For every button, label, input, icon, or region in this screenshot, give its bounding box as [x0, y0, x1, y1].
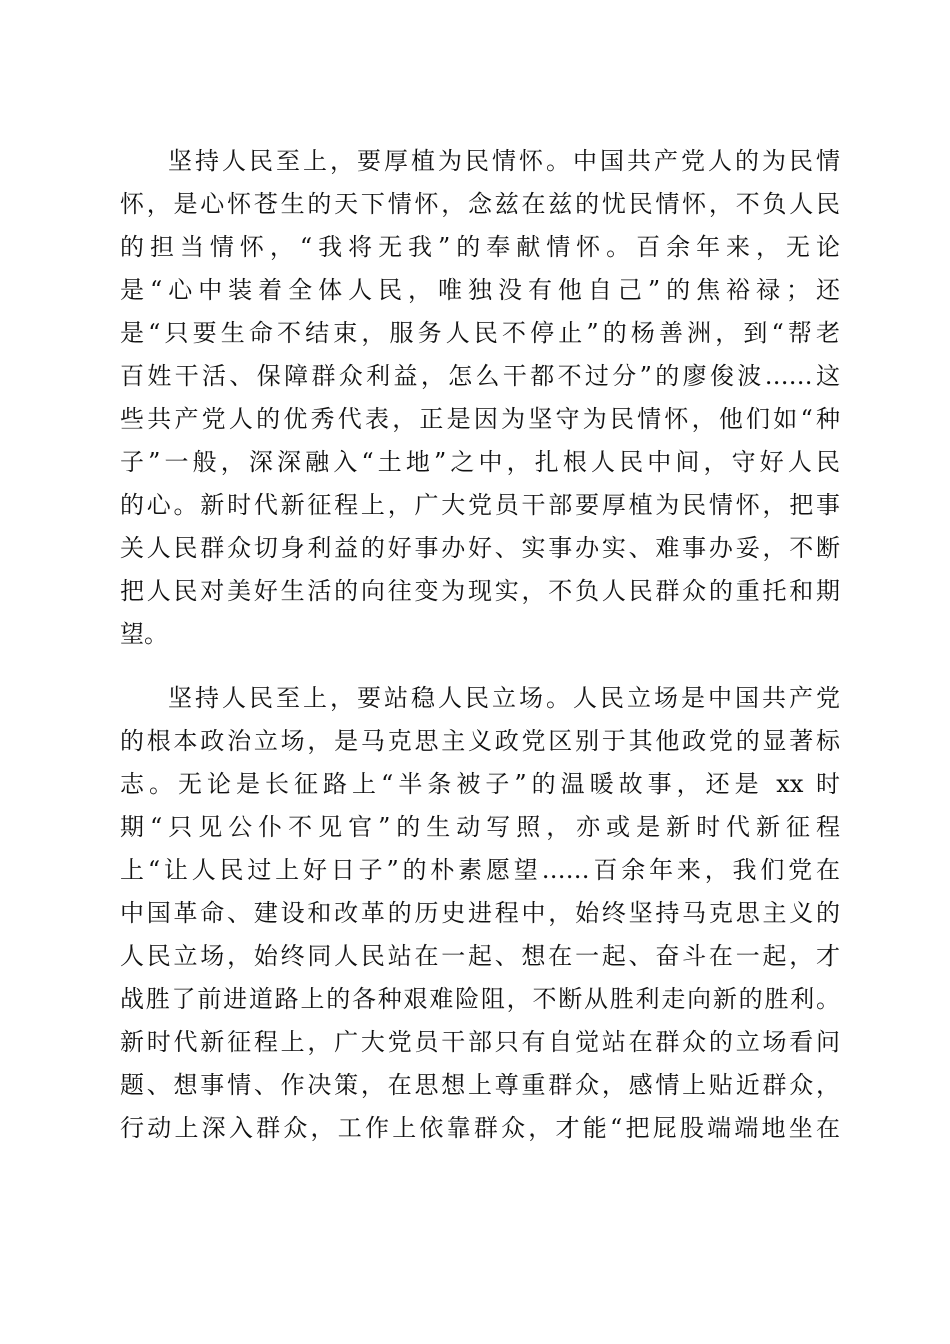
- text-line: 行动上深入群众，工作上依靠群众，才能“把屁股端端地坐在: [120, 1114, 840, 1142]
- text-line: 中国革命、建设和改革的历史进程中，始终坚持马克思主义的: [120, 899, 840, 927]
- text-line: 期“只见公仆不见官”的生动写照，亦或是新时代新征程: [120, 813, 840, 841]
- text-line: 把人民对美好生活的向往变为现实，不负人民群众的重托和期: [120, 577, 840, 605]
- text-line: 坚持人民至上，要厚植为民情怀。中国共产党人的为民情: [168, 147, 840, 175]
- text-line: 子”一般，深深融入“土地”之中，扎根人民中间，守好人民: [120, 448, 840, 476]
- text-line: 上“让人民过上好日子”的朴素愿望……百余年来，我们党在: [120, 856, 840, 884]
- text-line: 是“心中装着全体人民，唯独没有他自己”的焦裕禄；还: [120, 276, 840, 304]
- text-line: 关人民群众切身利益的好事办好、实事办实、难事办妥，不断: [120, 534, 840, 562]
- text-line: 的根本政治立场，是马克思主义政党区别于其他政党的显著标: [120, 727, 840, 755]
- text-line: 百姓干活、保障群众利益，怎么干都不过分”的廖俊波……这: [120, 362, 840, 390]
- text-line: 人民立场，始终同人民站在一起、想在一起、奋斗在一起，才: [120, 942, 840, 970]
- text-line: 新时代新征程上，广大党员干部只有自觉站在群众的立场看问: [120, 1028, 840, 1056]
- text-line: 的担当情怀，“我将无我”的奉献情怀。百余年来，无论: [120, 233, 840, 261]
- text-line: 的心。新时代新征程上，广大党员干部要厚植为民情怀，把事: [120, 491, 840, 519]
- text-line: 是“只要生命不结束，服务人民不停止”的杨善洲，到“帮老: [120, 319, 840, 347]
- text-line: 些共产党人的优秀代表，正是因为坚守为民情怀，他们如“种: [120, 405, 840, 433]
- text-line: 怀，是心怀苍生的天下情怀，念兹在兹的忧民情怀，不负人民: [120, 190, 840, 218]
- text-line: 志。无论是长征路上“半条被子”的温暖故事，还是 xx 时: [120, 770, 840, 798]
- text-line: 战胜了前进道路上的各种艰难险阻，不断从胜利走向新的胜利。: [120, 985, 840, 1013]
- text-line: 题、想事情、作决策，在思想上尊重群众，感情上贴近群众，: [120, 1071, 840, 1099]
- text-line: 坚持人民至上，要站稳人民立场。人民立场是中国共产党: [168, 684, 840, 712]
- text-line: 望。: [120, 620, 168, 648]
